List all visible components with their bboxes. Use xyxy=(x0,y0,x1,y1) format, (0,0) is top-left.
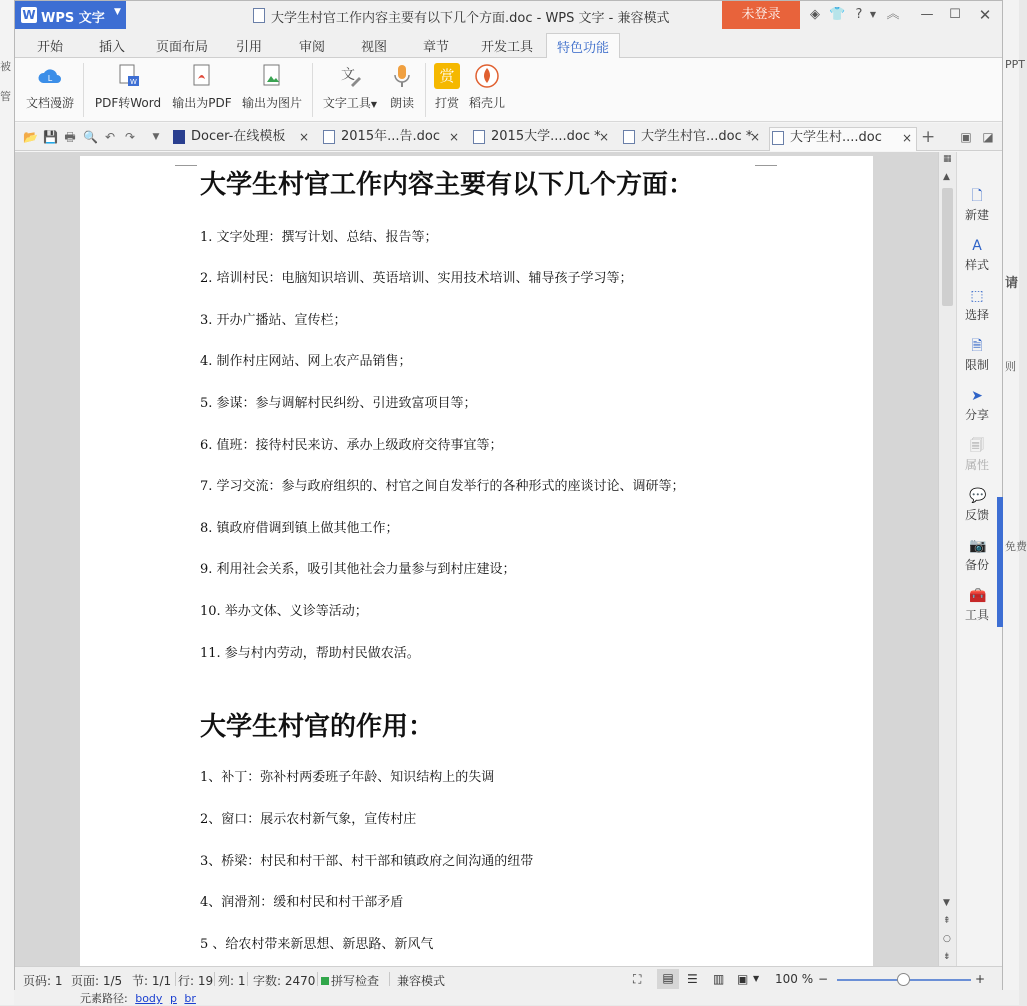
status-separator xyxy=(317,972,318,986)
redo-icon[interactable]: ↷ xyxy=(124,130,136,144)
doc-tab-label: Docer-在线模板 xyxy=(191,129,286,144)
style-icon: A xyxy=(972,238,982,254)
chevron-down-icon[interactable]: ▼ xyxy=(869,10,877,19)
background-app-right xyxy=(1003,0,1027,1005)
status-col: 列: 1 xyxy=(218,974,246,988)
text-tools-button[interactable] xyxy=(319,63,381,111)
save-icon[interactable]: 💾 xyxy=(43,130,58,144)
status-spell-check[interactable]: 拼写检查 xyxy=(321,972,379,989)
list-item: 5 、给农村带来新思想、新思路、新风气 xyxy=(200,937,434,952)
status-separator xyxy=(247,972,248,986)
read-aloud-button[interactable] xyxy=(387,63,417,111)
cloud-icon xyxy=(37,63,63,89)
doc-tab[interactable] xyxy=(321,127,463,151)
page-margin-marker xyxy=(755,160,777,166)
export-image-button[interactable] xyxy=(239,63,305,111)
wps-window xyxy=(14,0,1003,990)
heading: 大学生村官工作内容主要有以下几个方面： xyxy=(200,170,695,200)
help-icon[interactable]: ? xyxy=(855,7,863,22)
ribbon-label: PDF转Word xyxy=(94,96,162,110)
status-separator xyxy=(389,972,390,986)
side-panel xyxy=(956,152,1002,966)
side-panel-collapse-handle[interactable] xyxy=(997,497,1003,627)
svg-text:文: 文 xyxy=(341,67,355,83)
collapse-ribbon-icon[interactable]: ︽ xyxy=(886,7,900,22)
list-item: 7. 学习交流：参与政府组织的、村官之间自发举行的各种形式的座谈讨论、调研等； xyxy=(200,479,685,494)
wps-logo-icon: W xyxy=(22,8,36,22)
maximize-icon[interactable]: ☐ xyxy=(949,7,961,22)
status-section[interactable]: 节: 1/1 xyxy=(132,974,172,988)
tab-view[interactable]: 视图 xyxy=(361,40,388,55)
reading-view-icon[interactable]: ▥ xyxy=(713,972,725,986)
side-select-button[interactable]: ⬚ 选择 xyxy=(964,288,989,322)
side-share-button[interactable]: ➤ 分享 xyxy=(964,388,989,422)
pdf-to-word-button[interactable] xyxy=(93,63,163,111)
app-menu-button[interactable] xyxy=(15,1,126,29)
doc-tab-label: 2015年...告.doc xyxy=(341,129,440,144)
pdf-to-word-icon xyxy=(115,63,141,89)
spell-check-indicator-icon xyxy=(321,977,329,985)
close-icon[interactable]: × xyxy=(750,130,761,144)
open-folder-icon[interactable]: 📂 xyxy=(23,130,38,144)
document-icon xyxy=(323,130,335,144)
chevron-down-icon: ▼ xyxy=(370,100,378,109)
list-item: 4、润滑剂：缓和村民和村干部矛盾 xyxy=(200,895,404,910)
ribbon-label: 打赏 xyxy=(434,96,459,110)
side-feedback-button[interactable]: 💬 反馈 xyxy=(964,488,989,522)
zoom-slider-thumb[interactable] xyxy=(897,973,910,986)
side-properties-button[interactable]: 🗐 属性 xyxy=(964,438,989,472)
svg-text:W: W xyxy=(130,78,137,86)
toolbox-icon: 🧰 xyxy=(969,588,987,604)
list-item: 3. 开办广播站、宣传栏； xyxy=(200,313,347,328)
zoom-level[interactable]: 100 % xyxy=(775,972,814,986)
ribbon-label: 朗读 xyxy=(389,96,414,110)
tab-special-features[interactable]: 特色功能 xyxy=(546,33,620,59)
document-icon xyxy=(772,131,784,145)
list-item: 2. 培训村民：电脑知识培训、英语培训、实用技术培训、辅导孩子学习等； xyxy=(200,271,633,286)
doc-roaming-button[interactable] xyxy=(25,63,75,111)
docer-icon xyxy=(474,63,500,89)
ruler-toggle-icon[interactable]: ▦ xyxy=(943,154,952,164)
status-pages[interactable]: 页面: 1/5 xyxy=(71,974,123,988)
doc-tab-label: 大学生村....doc xyxy=(790,130,882,145)
list-item: 10. 举办文体、义诊等活动； xyxy=(200,604,368,619)
zoom-out-button[interactable]: − xyxy=(818,972,829,986)
list-item: 11. 参与村内劳动，帮助村民做农活。 xyxy=(200,646,420,661)
feedback-icon: 💬 xyxy=(969,488,987,504)
tab-menu-icon[interactable]: ◪ xyxy=(982,130,994,144)
document-icon xyxy=(473,130,485,144)
element-path-link[interactable]: body xyxy=(135,992,163,1005)
scroll-up-icon[interactable]: ▲ xyxy=(943,172,950,182)
new-tab-icon[interactable]: + xyxy=(921,127,936,147)
shirt-icon[interactable]: 👕 xyxy=(829,7,846,22)
side-style-button[interactable]: A 样式 xyxy=(964,238,989,272)
backup-icon: 📷 xyxy=(969,538,987,554)
document-icon xyxy=(623,130,635,144)
doc-tab[interactable] xyxy=(471,127,613,151)
print-icon[interactable]: 🖶 xyxy=(64,130,76,144)
app-name: WPS 文字 xyxy=(41,11,105,26)
title-bar xyxy=(15,1,1002,31)
background-fragment: 则 xyxy=(1005,360,1016,373)
ribbon-label: 文字工具 xyxy=(322,96,371,110)
fullscreen-view-icon[interactable]: ⛶ xyxy=(633,972,642,986)
list-item: 1. 文字处理：撰写计划、总结、报告等； xyxy=(200,230,438,245)
list-item: 9. 利用社会关系，吸引其他社会力量参与到村庄建设； xyxy=(200,562,516,577)
list-item: 8. 镇政府借调到镇上做其他工作； xyxy=(200,521,399,536)
status-separator xyxy=(214,972,215,986)
side-restrict-button[interactable]: 🗎 限制 xyxy=(964,338,989,372)
list-item: 4. 制作村庄网站、网上农产品销售； xyxy=(200,354,412,369)
list-item: 2、窗口：展示农村新气象，宣传村庄 xyxy=(200,812,417,827)
web-view-icon[interactable]: ▣ xyxy=(737,972,749,986)
export-pdf-icon xyxy=(189,63,215,89)
tab-chapter[interactable]: 章节 xyxy=(423,40,450,55)
document-page[interactable] xyxy=(80,156,873,986)
document-area[interactable] xyxy=(15,152,938,966)
side-new-button[interactable]: 🗋 新建 xyxy=(964,188,989,222)
close-icon[interactable]: × xyxy=(299,130,310,144)
skin-icon[interactable]: ◈ xyxy=(810,7,820,22)
zoom-in-button[interactable]: + xyxy=(975,972,986,986)
microphone-icon xyxy=(389,63,415,89)
background-fragment: PPT xyxy=(1005,58,1025,71)
close-icon[interactable]: × xyxy=(902,131,913,145)
doc-tab[interactable] xyxy=(171,127,313,151)
window-title: 大学生村官工作内容主要有以下几个方面.doc - WPS 文字 - 兼容模式 xyxy=(271,11,670,26)
text-tools-icon xyxy=(337,63,363,89)
chevron-down-icon[interactable]: ▼ xyxy=(152,132,160,142)
ribbon-separator xyxy=(312,63,313,117)
status-compat-mode: 兼容模式 xyxy=(397,974,446,988)
doc-tab-label: 大学生村官...doc * xyxy=(641,129,753,144)
ribbon-separator xyxy=(425,63,426,117)
list-item: 1、补丁：弥补村两委班子年龄、知识结构上的失调 xyxy=(200,770,495,785)
properties-icon: 🗐 xyxy=(970,438,984,454)
minimize-icon[interactable]: — xyxy=(920,7,934,22)
next-page-icon[interactable]: ⇟ xyxy=(943,952,951,962)
document-icon xyxy=(253,8,265,23)
page-margin-marker xyxy=(175,160,197,166)
svg-text:L: L xyxy=(47,74,53,83)
status-word-count[interactable]: 字数: 2470 xyxy=(253,974,316,988)
docer-tab-icon xyxy=(173,130,185,144)
scroll-thumb[interactable] xyxy=(942,188,953,306)
menu-tabs xyxy=(15,31,1002,58)
background-fragment: 请 xyxy=(1005,276,1019,291)
background-element-path xyxy=(14,990,1019,1005)
tab-developer[interactable]: 开发工具 xyxy=(481,40,534,55)
ribbon xyxy=(15,58,1002,122)
doc-tab-label: 2015大学....doc * xyxy=(491,129,601,144)
prev-page-icon[interactable]: ⇞ xyxy=(943,916,951,926)
outline-view-icon[interactable]: ☰ xyxy=(687,972,698,986)
ribbon-label: 输出为图片 xyxy=(241,96,302,110)
tab-home[interactable]: 开始 xyxy=(37,40,64,55)
document-tab-bar xyxy=(15,123,1002,151)
select-icon: ⬚ xyxy=(970,288,984,304)
list-item: 3、桥梁：村民和村干部、村干部和镇政府之间沟通的纽带 xyxy=(200,854,534,869)
tab-references[interactable]: 引用 xyxy=(236,40,263,55)
page-view-icon[interactable]: ▤ xyxy=(657,969,679,989)
close-icon[interactable]: × xyxy=(449,130,460,144)
print-preview-icon[interactable]: 🔍 xyxy=(83,130,98,144)
chevron-down-icon[interactable]: ▼ xyxy=(753,974,760,983)
restrict-icon: 🗎 xyxy=(971,338,983,354)
reward-icon: 赏 xyxy=(434,63,460,89)
tab-review[interactable]: 审阅 xyxy=(299,40,326,55)
reward-button[interactable] xyxy=(431,63,463,111)
side-backup-button[interactable]: 📷 备份 xyxy=(964,538,989,572)
list-item: 6. 值班：接待村民来访、承办上级政府交待事宜等； xyxy=(200,438,503,453)
doc-tab[interactable] xyxy=(621,127,765,151)
select-browse-object-icon[interactable]: ○ xyxy=(943,934,951,944)
status-row: 行: 19 xyxy=(178,974,214,988)
ribbon-label: 输出为PDF xyxy=(172,96,232,110)
close-icon[interactable]: × xyxy=(599,130,610,144)
scroll-down-icon[interactable]: ▼ xyxy=(943,898,950,908)
side-tools-button[interactable]: 🧰 工具 xyxy=(964,588,989,622)
export-image-icon xyxy=(259,63,285,89)
export-pdf-button[interactable] xyxy=(171,63,233,111)
ribbon-label: 稻壳儿 xyxy=(468,96,505,110)
chevron-down-icon: ▼ xyxy=(114,7,121,17)
element-path-label: 元素路径: xyxy=(80,992,128,1005)
docer-button[interactable] xyxy=(467,63,507,111)
undo-icon[interactable]: ↶ xyxy=(104,130,116,144)
tab-list-icon[interactable]: ▣ xyxy=(960,130,972,144)
status-bar xyxy=(15,966,1002,990)
status-page-number[interactable]: 页码: 1 xyxy=(23,974,63,988)
doc-tab-active[interactable] xyxy=(769,127,917,151)
new-doc-icon: 🗋 xyxy=(971,188,983,204)
login-button[interactable]: 未登录 xyxy=(722,1,800,29)
background-app-left xyxy=(0,0,14,1005)
tab-insert[interactable]: 插入 xyxy=(99,40,126,55)
background-fragment: 免费 xyxy=(1005,540,1027,553)
background-fragment: 管 xyxy=(0,90,11,103)
tab-page-layout[interactable]: 页面布局 xyxy=(156,40,209,55)
element-path-link[interactable]: p xyxy=(169,992,177,1005)
list-item: 5. 参谋：参与调解村民纠纷、引进致富项目等； xyxy=(200,396,477,411)
ribbon-separator xyxy=(83,63,84,117)
background-fragment: 被 xyxy=(0,60,11,73)
status-separator xyxy=(175,972,176,986)
share-icon: ➤ xyxy=(971,388,983,404)
close-icon[interactable]: ✕ xyxy=(978,6,992,24)
heading: 大学生村官的作用： xyxy=(200,712,435,742)
element-path-link[interactable]: br xyxy=(184,992,196,1005)
ribbon-label: 文档漫游 xyxy=(25,96,74,110)
vertical-scrollbar[interactable] xyxy=(938,152,956,966)
